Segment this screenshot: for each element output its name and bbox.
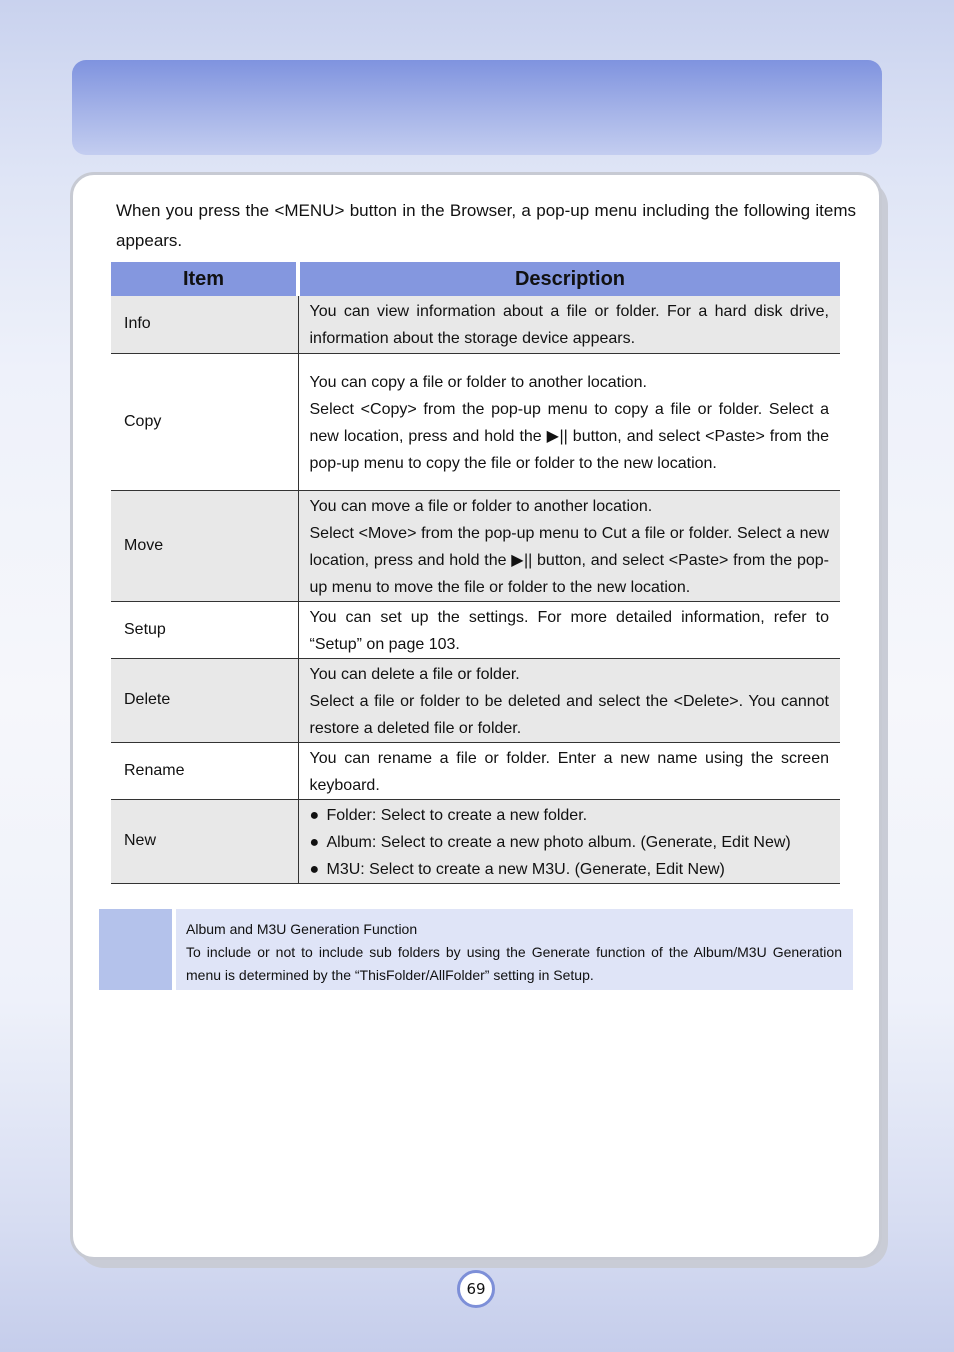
description-text: You can copy a file or folder to another location.	[309, 373, 647, 391]
description-cell	[298, 601, 840, 658]
table-row-copy	[111, 353, 840, 490]
bullet-icon: ●	[309, 806, 320, 824]
bullet-text: Album: Select to create a new photo album. (Generate, Edit New)	[326, 833, 791, 851]
intro-paragraph: When you press the <MENU> button in the Browser, a pop-up menu including the following items appears.	[116, 201, 856, 250]
description-text: You can view information about a file or folder. For a hard disk drive, information about the storage device appears.	[309, 303, 829, 348]
table-row-setup	[111, 601, 840, 658]
popup-menu-table	[111, 262, 840, 884]
description-cell	[298, 490, 840, 601]
bullet-item	[310, 829, 830, 856]
item-cell: New	[111, 799, 298, 883]
item-cell: Info	[111, 296, 298, 353]
description-cell	[298, 799, 840, 883]
description-cell	[298, 742, 840, 799]
description-text: You can delete a file or folder.	[309, 665, 520, 683]
description-text: You can rename a file or folder. Enter a new name using the screen keyboard.	[309, 749, 829, 794]
description-text: You can move a file or folder to another location.	[309, 497, 653, 515]
description-cell	[298, 296, 840, 353]
table-header-row	[111, 262, 840, 296]
note-icon-block	[99, 909, 172, 990]
bullet-text: M3U: Select to create a new M3U. (Generate, Edit New)	[326, 860, 725, 878]
description-cell	[298, 353, 840, 490]
bullet-item	[310, 856, 830, 883]
note-box	[176, 909, 853, 990]
item-cell: Setup	[111, 601, 298, 658]
description-text: Select <Copy> from the pop-up menu to copy a file or folder. Select a new location, press and hold the ▶|| button, and select <Paste> from the pop-up menu to copy the file or folder to the new location.	[309, 400, 829, 472]
bullet-icon: ●	[309, 833, 320, 851]
table-row-delete	[111, 658, 840, 742]
table-row-move	[111, 490, 840, 601]
item-cell: Delete	[111, 658, 298, 742]
header-banner	[72, 60, 882, 155]
note-title: Album and M3U Generation Function	[186, 921, 418, 937]
header-item: Item	[111, 262, 298, 296]
table-row-new	[111, 799, 840, 883]
description-text: Select <Move> from the pop-up menu to Cut a file or folder. Select a new location, press and hold the ▶|| button, and select <Paste> from the pop-up menu to move the file or folder to the new location.	[309, 524, 829, 596]
bullet-icon: ●	[309, 860, 320, 878]
note-text: To include or not to include sub folders by using the Generate function of the Album/M3U Generation menu is determined by the “ThisFolder/AllFolder” setting in Setup.	[186, 944, 842, 983]
item-cell: Copy	[111, 353, 298, 490]
table-row-info	[111, 296, 840, 353]
item-cell: Rename	[111, 742, 298, 799]
bullet-text: Folder: Select to create a new folder.	[326, 806, 588, 824]
page-number: 69	[457, 1270, 495, 1308]
description-cell	[298, 658, 840, 742]
description-text: You can set up the settings. For more detailed information, refer to “Setup” on page 103.	[309, 608, 829, 653]
item-cell: Move	[111, 490, 298, 601]
table-row-rename	[111, 742, 840, 799]
description-text: Select a file or folder to be deleted and select the <Delete>. You cannot restore a deleted file or folder.	[309, 692, 829, 737]
header-description: Description	[298, 262, 840, 296]
bullet-item	[310, 802, 830, 829]
